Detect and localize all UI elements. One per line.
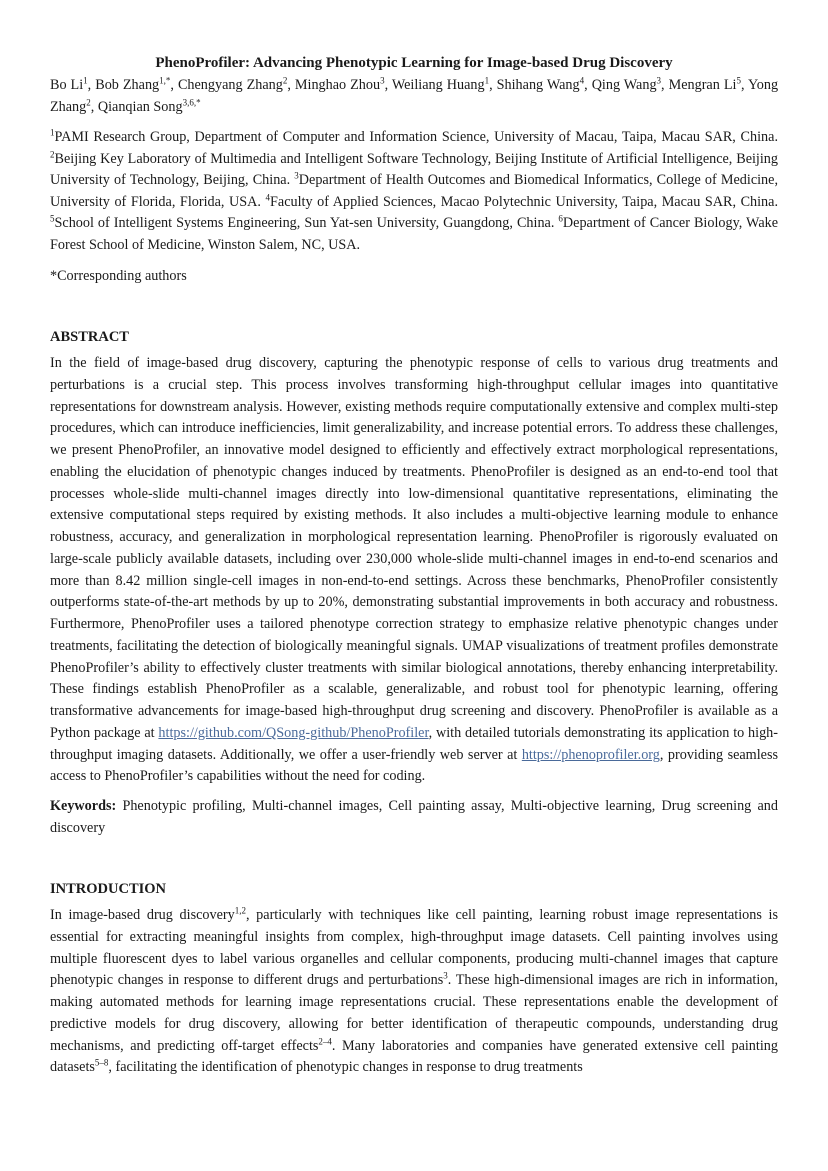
- abstract-heading: ABSTRACT: [50, 329, 129, 346]
- keywords-label: Keywords:: [50, 798, 117, 815]
- affiliation: Faculty of Applied Sciences, Macao Polytechnic University, Taipa, Macau SAR, China.: [270, 193, 778, 210]
- keywords: [50, 796, 778, 839]
- author: Weiliang Huang$^1$: [391, 75, 490, 93]
- affiliation: Department of Health Outcomes and Biomedical Informatics, College of Medicine, University of Florida, Florida, USA.: [50, 172, 778, 210]
- citation: 2–4: [318, 1035, 332, 1046]
- affiliation: Beijing Key Laboratory of Multimedia and Intelligent Software Technology, Beijing Institute of Artificial Intelligence, Beijing University of Technology, Beijing, China.: [50, 150, 778, 189]
- author: Minghao Zhou$^3$: [294, 75, 385, 93]
- author: Yong Zhang$^2$: [50, 77, 779, 115]
- author: Mengran Li$^5$: [668, 75, 741, 93]
- author: Chengyang Zhang$^2$: [177, 75, 288, 93]
- citation: 5–8: [94, 1057, 109, 1068]
- author-list: Bo Li$^1$, Bob Zhang$^{1,*}$, Chengyang Zhang$^2$, Minghao Zhou$^3$, Weiliang Huang$^1$, Shihang Wang$^4$, Qing Wang$^3$, Mengran Li$^5$, Yong Zhang$^2$, Qianqian Song$^{3,6,*}$: [50, 75, 779, 115]
- paper-page: [50, 50, 778, 1079]
- author: Qing Wang$^3$: [591, 75, 662, 93]
- affiliation: PAMI Research Group, Department of Computer and Information Science, University of Macau, Taipa, Macau SAR, China.: [54, 129, 778, 145]
- introduction-text: In image-based drug discovery$^{1,2}$, particularly with techniques like cell painting, learning robust image representations is essential for extracting meaningful insights from complex, high-throughput image datasets. Cell painting involves using multiple fluorescent dyes to label various organelles and cellular components, producing multi-channel images that capture phenotypic changes in response to different drugs and perturbations$^3$. These high-dimensional images are rich in information, making automated methods for learning image representations crucial. These representations enable the development of predictive models for drug discovery, allowing for better identification of therapeutic compounds, understanding drug mechanisms, and predicting off-target effects$^{2-4}$. Many laboratories and companies have generated extensive cell painting datasets$^{5-8}$, facilitating the identification of phenotypic changes in response to drug treatments: [50, 905, 778, 1076]
- citation: 1,2: [234, 905, 246, 916]
- paper-title: PhenoProfiler: Advancing Phenotypic Learning for Image-based Drug Discovery: [155, 55, 673, 71]
- affiliation: Department of Cancer Biology, Wake Forest School of Medicine, Winston Salem, NC, USA.: [50, 215, 779, 253]
- author: Bo Li$^1$: [50, 75, 88, 93]
- corresponding-note: *Corresponding authors: [50, 267, 187, 284]
- abstract-text: In the field of image-based drug discovery, capturing the phenotypic response of cells to various drug treatments and perturbations is a crucial step. This process involves transforming high-throughput cellular images into quantitative representations for downstream analysis. However, existing methods require computationally extensive and complex multi-step procedures, which can introduce inefficiencies, limit generalizability, and increase potential errors. To address these challenges, we present PhenoProfiler, an innovative model designed to efficiently and effectively extract morphological representations, enabling the elucidation of phenotypic changes induced by treatments. PhenoProfiler is designed as an end-to-end tool that processes whole-slide multi-channel images directly into low-dimensional quantitative representations, eliminating the extensive computational steps required by existing methods. It also includes a multi-objective learning module to enhance robustness, accuracy, and generalization in morphological representation learning. PhenoProfiler is rigorously evaluated on large-scale publicly available datasets, including over 230,000 whole-slide multi-channel images in end-to-end scenarios and more than 8.42 million single-cell images in non-end-to-end settings. Across these benchmarks, PhenoProfiler consistently outperforms state-of-the-art methods by up to 20%, demonstrating substantial improvements in both accuracy and robustness. Furthermore, PhenoProfiler uses a tailored phenotype correction strategy to emphasize relative phenotypic changes under treatments, facilitating the detection of biologically meaningful signals. UMAP visualizations of treatment profiles demonstrate PhenoProfiler’s ability to effectively cluster treatments with similar biological annotations, thereby enhancing interpretability. These findings establish PhenoProfiler as a scalable, generalizable, and robust tool for phenotypic learning, offering transformative advancements for image-based high-throughput drug screening and discovery. PhenoProfiler is available as a Python package at https://github.com/QSong-github/PhenoProfiler, with detailed tutorials demonstrating its application to high-throughput imaging datasets. Additionally, we offer a user-friendly web server at https://phenoprofiler.org, providing seamless access to PhenoProfiler’s capabilities without the need for coding.: [50, 355, 779, 785]
- keywords-text: Phenotypic profiling, Multi-channel images, Cell painting assay, Multi-objective learning, Drug screening and discovery: [50, 798, 778, 836]
- web-server-link[interactable]: https://phenoprofiler.org: [521, 746, 660, 763]
- author: Qianqian Song$^{3,6,*}$: [97, 96, 201, 115]
- affiliation: School of Intelligent Systems Engineering, Sun Yat-sen University, Guangdong, China.: [54, 215, 555, 232]
- affiliations: $^1$PAMI Research Group, Department of Computer and Information Science, University of Macau, Taipa, Macau SAR, China. $^2$Beijing Key Laboratory of Multimedia and Intelligent Software Technology, Beijing Institute of Artificial Intelligence, Beijing University of Technology, Beijing, China. $^3$Department of Health Outcomes and Biomedical Informatics, College of Medicine, University of Florida, Florida, USA. $^4$Faculty of Applied Sciences, Macao Polytechnic University, Taipa, Macau SAR, China. $^5$School of Intelligent Systems Engineering, Sun Yat-sen University, Guangdong, China. $^6$Department of Cancer Biology, Wake Forest School of Medicine, Winston Salem, NC, USA.: [50, 127, 779, 253]
- citation: 3: [443, 970, 448, 981]
- introduction-heading: INTRODUCTION: [50, 881, 167, 898]
- author: Bob Zhang$^{1,*}$: [95, 75, 171, 93]
- github-link[interactable]: https://github.com/QSong-github/PhenoProfiler: [158, 724, 429, 741]
- author: Shihang Wang$^4$: [496, 75, 585, 93]
